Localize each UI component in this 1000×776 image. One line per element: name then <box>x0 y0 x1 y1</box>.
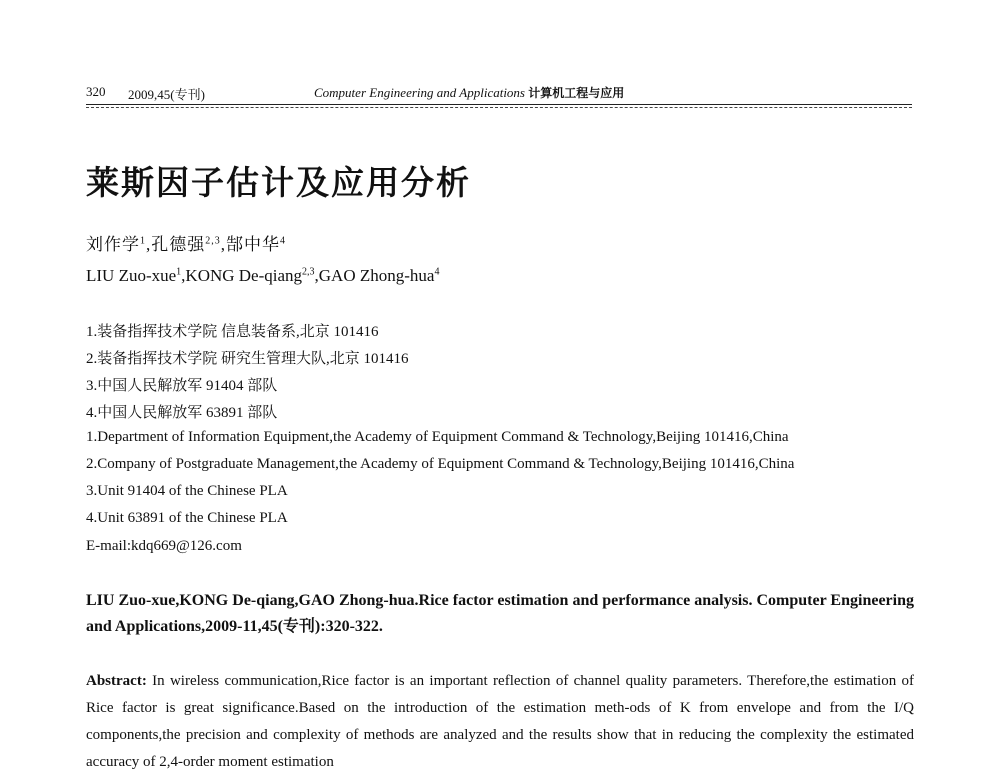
author-1-cn: 刘作学 <box>86 235 140 254</box>
affiliation-cn-1: 1.装备指挥技术学院 信息装备系,北京 101416 <box>86 324 379 340</box>
author-2-cn: 孔德强 <box>151 235 206 254</box>
header-rule-dashed <box>86 107 912 108</box>
author-3-cn: 郜中华 <box>226 235 280 254</box>
authors-en: LIU Zuo-xue$^1$,KONG De-qiang$^{2,3}$,GAO Zhong-hua$^4$ <box>86 266 440 285</box>
journal-name-cn: 计算机工程与应用 <box>528 86 625 100</box>
affiliation-cn-2: 2.装备指挥技术学院 研究生管理大队,北京 101416 <box>86 351 409 367</box>
affiliation-cn-4: 4.中国人民解放军 63891 部队 <box>86 405 278 421</box>
author-3-en: GAO Zhong-hua <box>318 266 435 285</box>
author-1-en-sup: 1 <box>176 266 182 278</box>
affiliation-en-1: 1.Department of Information Equipment,the Academy of Equipment Command & Technology,Beijing 101416,China <box>86 429 789 445</box>
author-3-cn-sup: 4 <box>280 235 286 247</box>
journal-name <box>314 84 624 101</box>
affiliation-en-2: 2.Company of Postgraduate Management,the Academy of Equipment Command & Technology,Beijing 101416,China <box>86 456 795 472</box>
running-header <box>86 84 912 106</box>
affiliation-cn-3: 3.中国人民解放军 91404 部队 <box>86 378 278 394</box>
journal-name-en: Computer Engineering and Applications <box>314 85 525 100</box>
author-1-en: LIU Zuo-xue <box>86 266 177 285</box>
author-2-en-sup: 2,3 <box>302 266 315 278</box>
paper-title: 莱斯因子估计及应用分析 <box>86 163 471 202</box>
header-rule <box>86 104 912 105</box>
author-1-cn-sup: 1 <box>140 235 146 247</box>
page-number: 320 <box>86 84 106 99</box>
affiliation-en-3: 3.Unit 91404 of the Chinese PLA <box>86 483 288 499</box>
abstract-label: Abstract: <box>86 673 147 689</box>
author-2-cn-sup: 2,3 <box>205 235 221 247</box>
authors-cn: 刘作学$^1$,孔德强$^{2,3}$,郜中华$^4$ <box>86 235 286 254</box>
affiliation-en-4: 4.Unit 63891 of the Chinese PLA <box>86 510 288 526</box>
email: E-mail:kdq669@126.com <box>86 538 242 554</box>
author-2-en: KONG De-qiang <box>185 266 303 285</box>
year-issue: 2009,45(专刊) <box>128 87 205 102</box>
citation: LIU Zuo-xue,KONG De-qiang,GAO Zhong-hua.Rice factor estimation and performance analysis. Computer Engineering and Applications,2009-11,45(专刊):320-322. <box>86 592 914 635</box>
abstract-text: In wireless communication,Rice factor is an important reflection of channel quality parameters. Therefore,the estimation of Rice factor is great significance.Based on the introduction of the estimation meth-ods of K from envelope and from the I/Q components,the precision and complexity of methods are analyzed and the results show that in reducing the complexity the estimated accuracy of 2,4-order moment estimation <box>86 673 915 770</box>
author-3-en-sup: 4 <box>434 266 440 278</box>
